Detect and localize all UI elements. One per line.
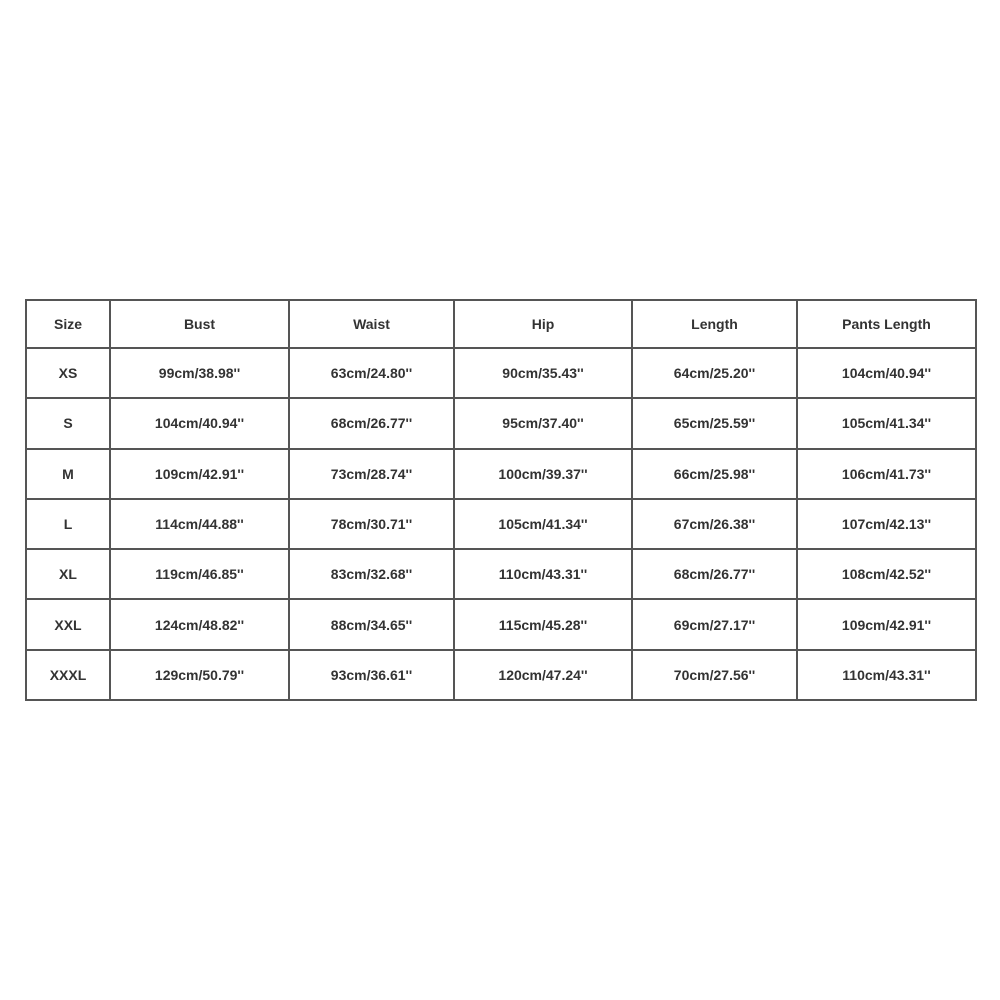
size-cell: M bbox=[26, 449, 110, 499]
table-row bbox=[26, 499, 976, 549]
pants-length-cell: 109cm/42.91'' bbox=[797, 599, 976, 649]
hip-cell: 115cm/45.28'' bbox=[454, 599, 632, 649]
waist-cell: 88cm/34.65'' bbox=[289, 599, 454, 649]
size-cell: L bbox=[26, 499, 110, 549]
size-cell: S bbox=[26, 398, 110, 448]
table-row bbox=[26, 398, 976, 448]
bust-cell: 109cm/42.91'' bbox=[110, 449, 289, 499]
bust-cell: 104cm/40.94'' bbox=[110, 398, 289, 448]
bust-cell: 119cm/46.85'' bbox=[110, 549, 289, 599]
bust-cell: 99cm/38.98'' bbox=[110, 348, 289, 398]
hip-cell: 120cm/47.24'' bbox=[454, 650, 632, 700]
length-cell: 66cm/25.98'' bbox=[632, 449, 797, 499]
pants-length-cell: 107cm/42.13'' bbox=[797, 499, 976, 549]
header-length: Length bbox=[632, 300, 797, 348]
bust-cell: 124cm/48.82'' bbox=[110, 599, 289, 649]
waist-cell: 93cm/36.61'' bbox=[289, 650, 454, 700]
size-chart-table bbox=[25, 299, 977, 701]
length-cell: 65cm/25.59'' bbox=[632, 398, 797, 448]
size-cell: XXL bbox=[26, 599, 110, 649]
length-cell: 67cm/26.38'' bbox=[632, 499, 797, 549]
header-bust: Bust bbox=[110, 300, 289, 348]
table-row bbox=[26, 650, 976, 700]
pants-length-cell: 105cm/41.34'' bbox=[797, 398, 976, 448]
pants-length-cell: 110cm/43.31'' bbox=[797, 650, 976, 700]
waist-cell: 73cm/28.74'' bbox=[289, 449, 454, 499]
bust-cell: 114cm/44.88'' bbox=[110, 499, 289, 549]
size-cell: XS bbox=[26, 348, 110, 398]
length-cell: 68cm/26.77'' bbox=[632, 549, 797, 599]
waist-cell: 83cm/32.68'' bbox=[289, 549, 454, 599]
size-cell: XXXL bbox=[26, 650, 110, 700]
header-waist: Waist bbox=[289, 300, 454, 348]
hip-cell: 90cm/35.43'' bbox=[454, 348, 632, 398]
length-cell: 70cm/27.56'' bbox=[632, 650, 797, 700]
hip-cell: 95cm/37.40'' bbox=[454, 398, 632, 448]
pants-length-cell: 104cm/40.94'' bbox=[797, 348, 976, 398]
header-row bbox=[26, 300, 976, 348]
hip-cell: 100cm/39.37'' bbox=[454, 449, 632, 499]
waist-cell: 63cm/24.80'' bbox=[289, 348, 454, 398]
header-hip: Hip bbox=[454, 300, 632, 348]
hip-cell: 110cm/43.31'' bbox=[454, 549, 632, 599]
pants-length-cell: 106cm/41.73'' bbox=[797, 449, 976, 499]
header-pants-length: Pants Length bbox=[797, 300, 976, 348]
bust-cell: 129cm/50.79'' bbox=[110, 650, 289, 700]
pants-length-cell: 108cm/42.52'' bbox=[797, 549, 976, 599]
table-row bbox=[26, 449, 976, 499]
table-row bbox=[26, 348, 976, 398]
length-cell: 69cm/27.17'' bbox=[632, 599, 797, 649]
waist-cell: 78cm/30.71'' bbox=[289, 499, 454, 549]
table-row bbox=[26, 599, 976, 649]
header-size: Size bbox=[26, 300, 110, 348]
table-row bbox=[26, 549, 976, 599]
waist-cell: 68cm/26.77'' bbox=[289, 398, 454, 448]
size-cell: XL bbox=[26, 549, 110, 599]
hip-cell: 105cm/41.34'' bbox=[454, 499, 632, 549]
length-cell: 64cm/25.20'' bbox=[632, 348, 797, 398]
